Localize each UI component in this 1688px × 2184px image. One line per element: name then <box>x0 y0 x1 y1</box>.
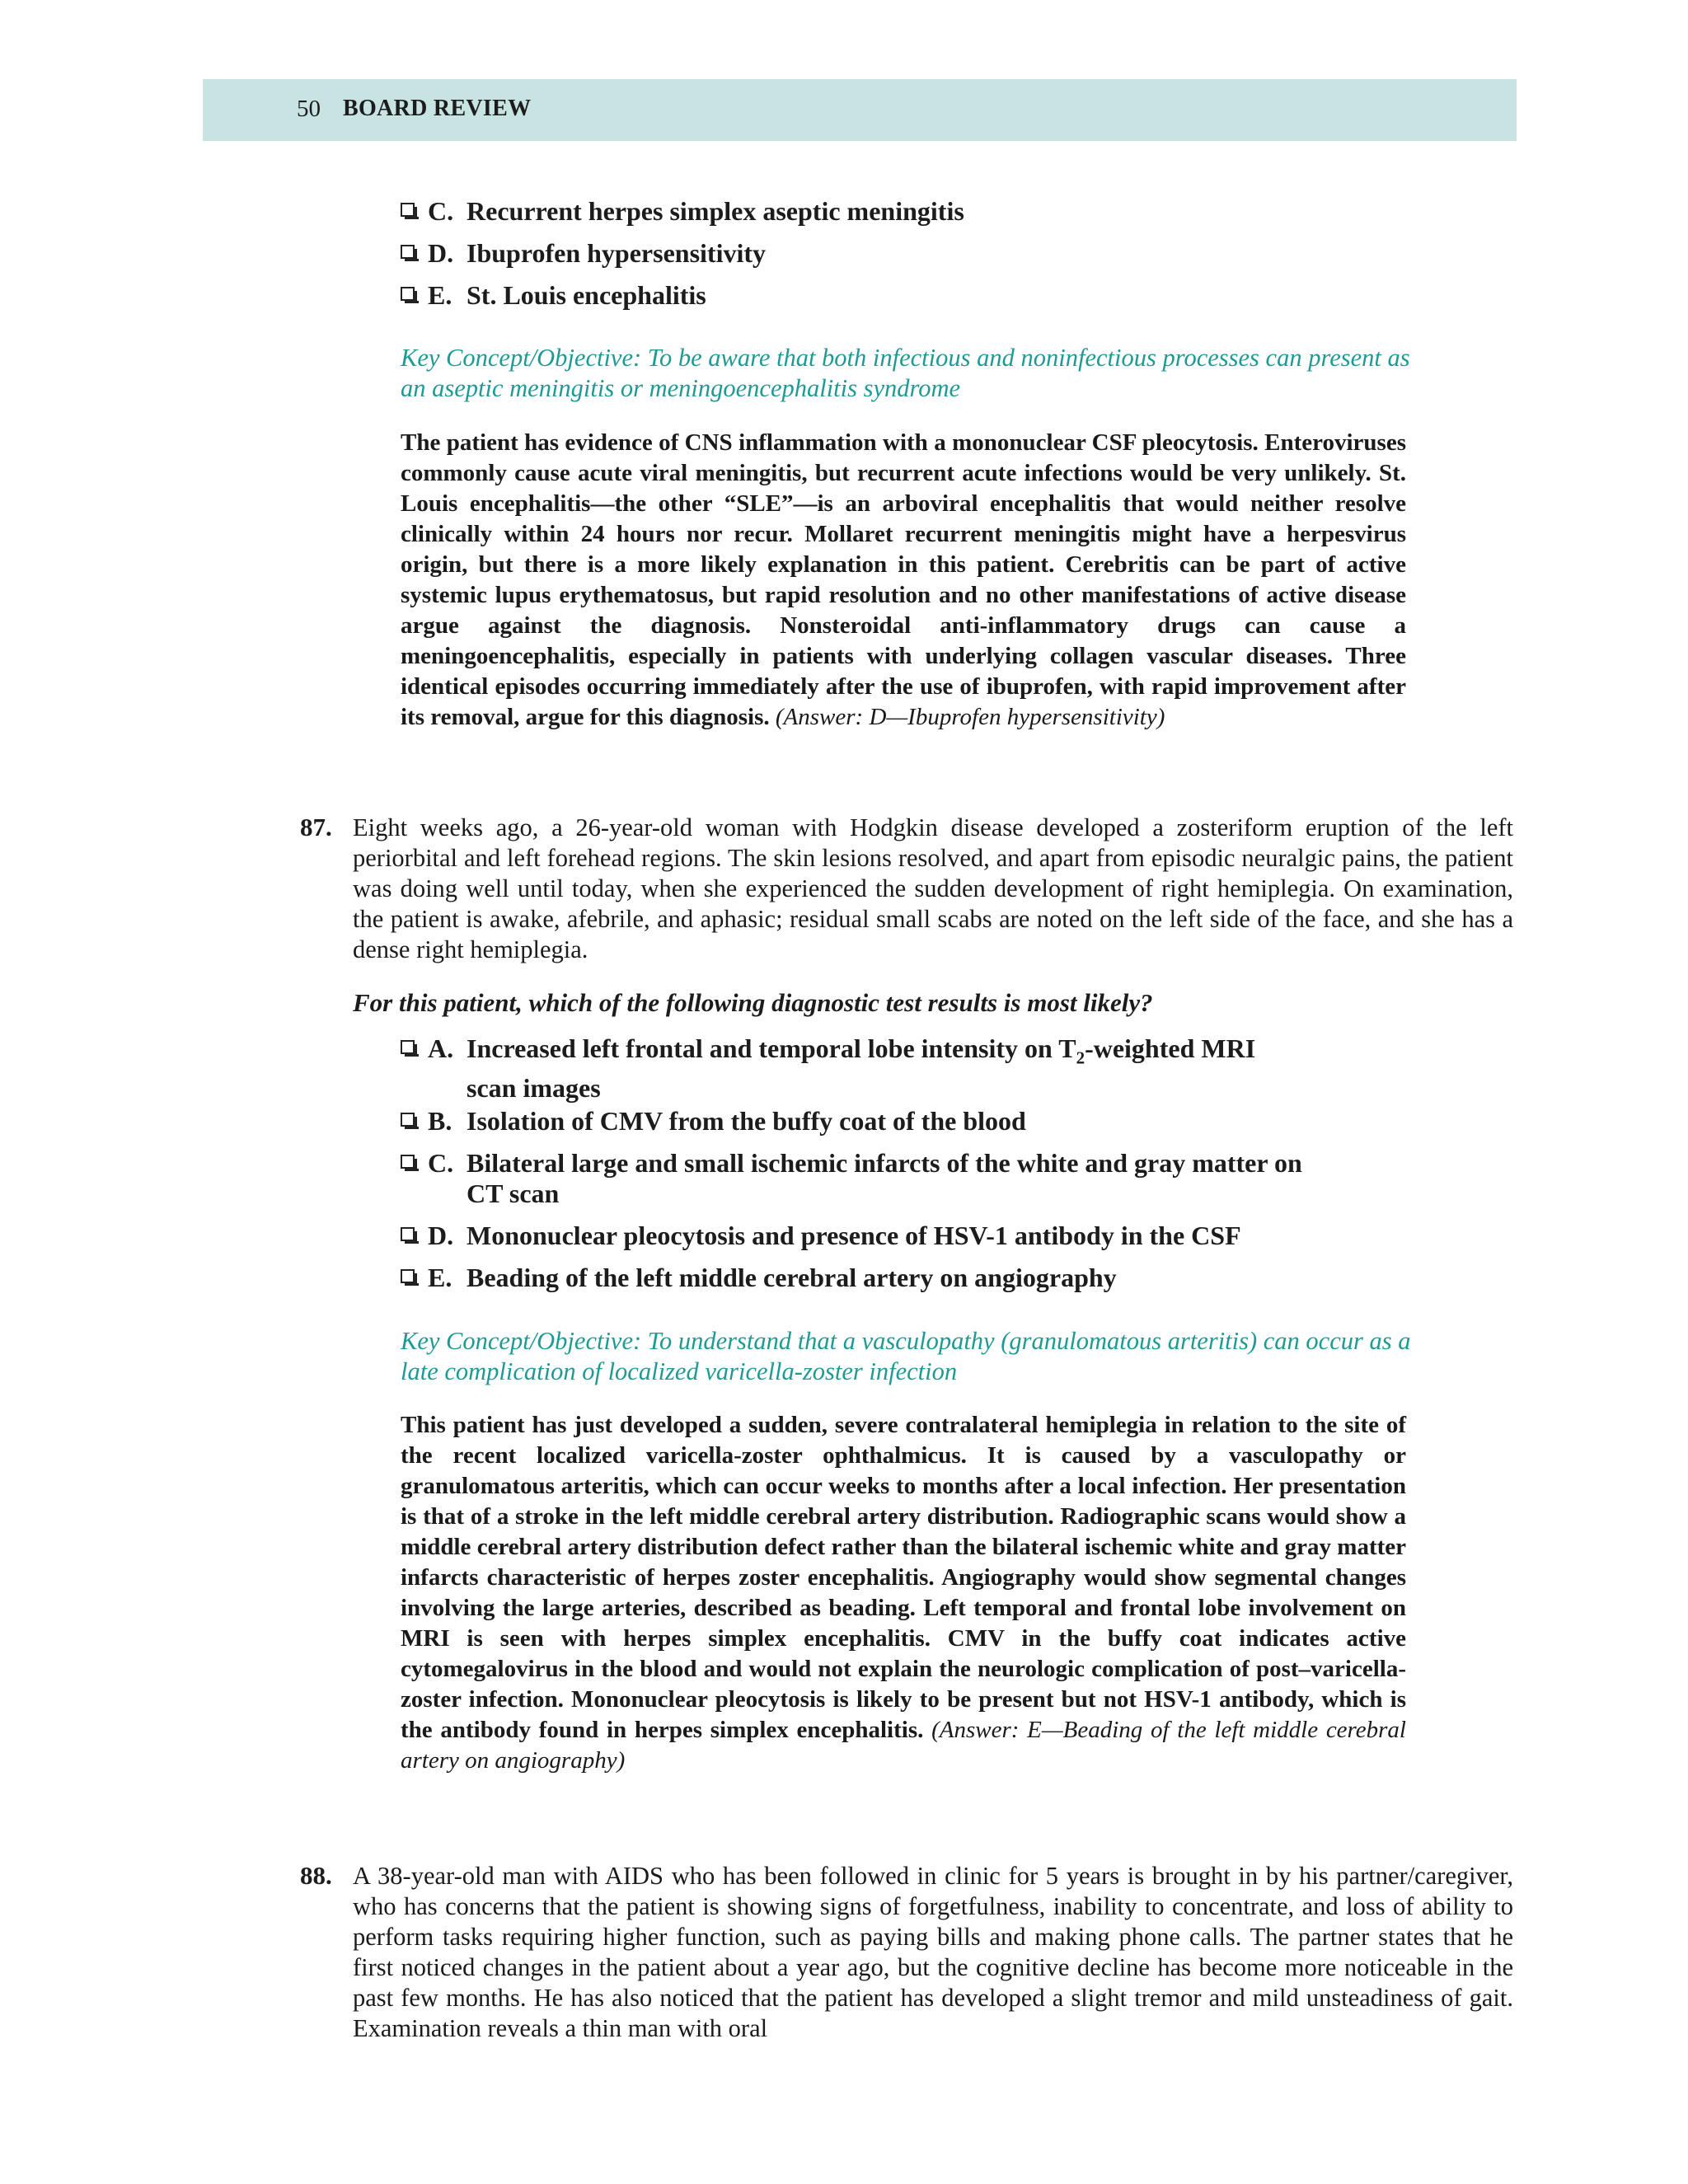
q86-option-d[interactable] <box>401 238 1357 269</box>
option-letter: A. <box>428 1033 454 1063</box>
option-text: St. Louis encephalitis <box>467 280 706 310</box>
checkbox-icon[interactable] <box>401 1227 415 1241</box>
q86-explanation <box>401 428 1406 733</box>
option-letter: C. <box>428 196 454 226</box>
page-number: 50 <box>297 96 321 122</box>
answer-text: (Answer: D—Ibuprofen hypersensitivity) <box>775 704 1165 730</box>
checkbox-icon[interactable] <box>401 287 415 301</box>
option-letter: C. <box>428 1148 454 1178</box>
section-title: BOARD REVIEW <box>343 96 532 121</box>
checkbox-icon[interactable] <box>401 203 415 217</box>
q87-explanation <box>401 1410 1406 1776</box>
option-text: Bilateral large and small ischemic infarcts of the white and gray matter on CT scan <box>467 1148 1302 1208</box>
answer-text: (Answer: E—Beading of the left middle cerebral artery on angiography) <box>401 1717 1406 1774</box>
checkbox-icon[interactable] <box>401 1269 415 1283</box>
q87-option-a[interactable] <box>401 1033 1357 1104</box>
option-text: Ibuprofen hypersensitivity <box>467 238 767 268</box>
option-text: Beading of the left middle cerebral artery on angiography <box>467 1263 1117 1292</box>
option-letter: D. <box>428 1221 454 1250</box>
option-text: Increased left frontal and temporal lobe intensity on $T_2$-weighted MRI scan images <box>467 1033 1256 1104</box>
option-text: Recurrent herpes simplex aseptic meningitis <box>467 196 964 226</box>
option-letter: B. <box>428 1106 452 1136</box>
option-text: Isolation of CMV from the buffy coat of the blood <box>467 1106 1026 1136</box>
checkbox-icon[interactable] <box>401 1040 415 1054</box>
q87-option-b[interactable] <box>401 1106 1357 1137</box>
q87-option-d[interactable] <box>401 1221 1357 1251</box>
q87-option-c[interactable] <box>401 1148 1357 1209</box>
q86-option-c[interactable] <box>401 196 1357 227</box>
checkbox-icon[interactable] <box>401 1113 415 1127</box>
running-header <box>203 79 1517 141</box>
option-letter: E. <box>428 1263 452 1292</box>
q86-key-concept: Key Concept/Objective: To be aware that both infectious and noninfectious processes can present as an aseptic meningitis or meningoencephalitis syndrome <box>401 344 1410 402</box>
q87-prompt: For this patient, which of the following diagnostic test results is most likely? <box>353 988 1153 1017</box>
checkbox-icon[interactable] <box>401 1155 415 1169</box>
option-letter: D. <box>428 238 454 268</box>
checkbox-icon[interactable] <box>401 245 415 259</box>
q86-option-e[interactable] <box>401 280 1357 311</box>
q87-stem: Eight weeks ago, a 26-year-old woman with Hodgkin disease developed a zosteriform eruption of the left periorbital and left forehead regions. The skin lesions resolved, and apart from episodic neuralgic pains, the patient was doing well until today, when she experienced the sudden development of right hemiplegia. On examination, the patient is awake, afebrile, and aphasic; residual small scabs are noted on the left side of the face, and she has a dense right hemiplegia. <box>353 813 1513 963</box>
explanation-text: This patient has just developed a sudden, severe contralateral hemiplegia in relation to the site of the recent localized varicella-zoster ophthalmicus. It is caused by a vasculopathy or granulomatous arteritis, which can occur weeks to months after a local infection. Her presentation is that of a stroke in the left middle cerebral artery distribution. Radiographic scans would show a middle cerebral artery distribution defect rather than the bilateral ischemic white and gray matter infarcts characteristic of herpes zoster encephalitis. Angiography would show segmental changes involving the large arteries, described as beading. Left temporal and frontal lobe involvement on MRI is seen with herpes simplex encephalitis. CMV in the buffy coat indicates active cytomegalovirus in the blood and would not explain the neurologic complication of post–varicella-zoster infection. Mononuclear pleocytosis is likely to be present but not HSV-1 antibody, which is the antibody found in herpes simplex encephalitis. <box>401 1412 1406 1743</box>
explanation-text: The patient has evidence of CNS inflammation with a mononuclear CSF pleocytosis. Enteroviruses commonly cause acute viral meningitis, but recurrent acute infections would be very unlikely. St. Louis encephalitis—the other “SLE”—is an arboviral encephalitis that would neither resolve clinically within 24 hours nor recur. Mollaret recurrent meningitis might have a herpesvirus origin, but there is a more likely explanation in this patient. Cerebritis can be part of active systemic lupus erythematosus, but rapid resolution and no other manifestations of active disease argue against the diagnosis. Nonsteroidal anti-inflammatory drugs can cause a meningoencephalitis, especially in patients with underlying collagen vascular diseases. Three identical episodes occurring immediately after the use of ibuprofen, with rapid improvement after its removal, argue for this diagnosis. <box>401 429 1406 730</box>
option-text: Mononuclear pleocytosis and presence of HSV-1 antibody in the CSF <box>467 1221 1241 1250</box>
question-number-88: 88. <box>300 1861 332 1890</box>
q87-key-concept: Key Concept/Objective: To understand that a vasculopathy (granulomatous arteritis) can occur as a late complication of localized varicella-zoster infection <box>401 1327 1411 1385</box>
q87-option-e[interactable] <box>401 1263 1357 1293</box>
question-number-87: 87. <box>300 813 332 841</box>
q88-stem: A 38-year-old man with AIDS who has been followed in clinic for 5 years is brought in by his partner/caregiver, who has concerns that the patient is showing signs of forgetfulness, inability to concentrate, and loss of ability to perform tasks requiring higher function, such as paying bills and making phone calls. The partner states that he first noticed changes in the patient about a year ago, but the cognitive decline has become more noticeable in the past few months. He has also noticed that the patient has developed a slight tremor and mild unsteadiness of gait. Examination reveals a thin man with oral <box>353 1862 1513 2042</box>
option-letter: E. <box>428 280 452 310</box>
